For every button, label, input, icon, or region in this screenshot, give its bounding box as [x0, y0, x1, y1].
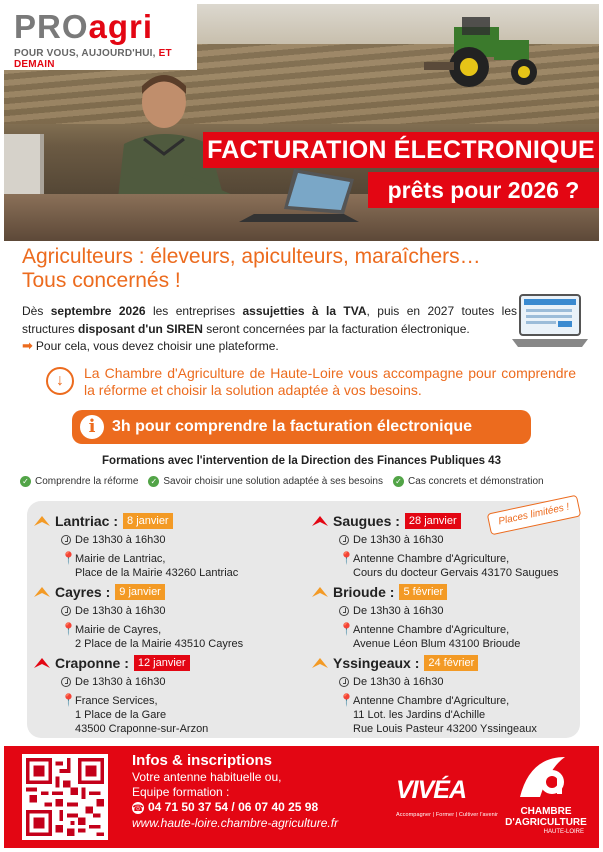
- flag-icon: [312, 587, 328, 597]
- formations-heading: Formations avec l'intervention de la Direction des Finances Publiques 43: [102, 455, 501, 467]
- session-address-line: Place de la Mairie 43260 Lantriac: [75, 567, 239, 579]
- session-city: Craponne :: [55, 655, 129, 671]
- pin-icon: 📍: [61, 622, 76, 636]
- infos-title: Infos & inscriptions: [132, 752, 273, 769]
- proagri-logo: [4, 4, 197, 70]
- check-label: Comprendre la réforme: [35, 476, 139, 487]
- session-date: 24 février: [424, 655, 478, 671]
- intro-platform-line: [22, 338, 279, 354]
- session-city: Brioude :: [333, 584, 395, 600]
- pin-icon: 📍: [61, 551, 76, 565]
- session-address-line: Avenue Léon Blum 43100 Brioude: [353, 638, 521, 650]
- flag-icon: [312, 516, 328, 526]
- intro-bold: disposant d'un SIREN: [78, 322, 203, 336]
- clock-icon: [339, 535, 349, 545]
- check-icon: ✓: [148, 476, 159, 487]
- session-time: De 13h30 à 16h30: [353, 534, 444, 546]
- check-label: Savoir choisir une solution adaptée à ses besoins: [163, 476, 383, 487]
- clock-icon: [61, 606, 71, 616]
- laptop-illustration: [234, 164, 364, 224]
- duration-label: 3h pour comprendre la facturation électronique: [112, 418, 473, 435]
- session-time: De 13h30 à 16h30: [353, 605, 444, 617]
- session-address-line: Mairie de Lantriac,: [75, 553, 166, 565]
- flag-icon: [34, 658, 50, 668]
- vivea-tagline: Accompagner | Former | Cultiver l'avenir: [396, 812, 499, 818]
- session-brioude: [312, 583, 520, 651]
- chambre-agriculture-logo-icon: [510, 752, 580, 802]
- session-address-line: Rue Louis Pasteur 43200 Yssingeaux: [353, 723, 537, 735]
- pin-icon: 📍: [339, 551, 354, 565]
- logo-pro: PRO: [14, 8, 89, 45]
- logo-tagline-red: ET DEMAIN: [14, 48, 172, 70]
- infos-line1: Votre antenne habituelle ou,: [132, 770, 282, 784]
- session-yssingeaux: [312, 654, 537, 736]
- info-icon: i: [80, 415, 104, 439]
- arrow-right-icon: ➡: [22, 338, 33, 353]
- session-date: 5 février: [399, 584, 447, 600]
- intro-text: Dès: [22, 304, 51, 318]
- session-address-line: 43500 Craponne-sur-Arzon: [75, 723, 209, 735]
- intro-bold: septembre 2026: [50, 304, 146, 318]
- platform-icon: [512, 291, 588, 351]
- session-time: De 13h30 à 16h30: [75, 534, 166, 546]
- tractor-illustration: [424, 12, 554, 92]
- session-time: De 13h30 à 16h30: [353, 676, 444, 688]
- clock-icon: [61, 535, 71, 545]
- session-address-line: France Services,: [75, 695, 158, 707]
- session-address-line: Mairie de Cayres,: [75, 624, 162, 636]
- flag-icon: [34, 516, 50, 526]
- check-item: [393, 476, 544, 487]
- infos-line2: Equipe formation :: [132, 785, 230, 799]
- intro-text: , puis en 2027 toutes les structures: [22, 304, 517, 336]
- check-item: [20, 476, 138, 487]
- intro-text: seront concernées par la facturation électronique.: [202, 322, 470, 336]
- places-limitees-badge: Places limitées !: [487, 495, 582, 536]
- intro-platform-text: Pour cela, vous devez choisir une plateforme.: [35, 339, 279, 353]
- session-date: 8 janvier: [123, 513, 173, 529]
- infos-inscriptions: [132, 752, 382, 831]
- session-city: Lantriac :: [55, 513, 119, 529]
- chambre-agriculture-sub: HAUTE-LOIRE: [543, 829, 584, 835]
- headline: [22, 245, 542, 293]
- headline-line2: Tous concernés !: [22, 269, 181, 292]
- intro-paragraph: [22, 302, 517, 338]
- infos-phone[interactable]: [132, 800, 382, 815]
- session-saugues: [312, 512, 558, 580]
- session-address-line: Antenne Chambre d'Agriculture,: [353, 553, 510, 565]
- logo-agri: agri: [88, 8, 154, 45]
- session-city: Cayres :: [55, 584, 111, 600]
- chambre-agriculture-logo: [502, 806, 590, 828]
- session-date: 12 janvier: [134, 655, 190, 671]
- session-cayres: [34, 583, 243, 651]
- session-time: De 13h30 à 16h30: [75, 676, 166, 688]
- session-address-line: 11 Lot. les Jardins d'Achille: [353, 709, 486, 721]
- title-banner: FACTURATION ÉLECTRONIQUE: [203, 132, 599, 168]
- intro-bold: assujetties à la TVA: [242, 304, 367, 318]
- session-date: 9 janvier: [115, 584, 165, 600]
- session-address-line: 1 Place de la Gare: [75, 709, 167, 721]
- check-icon: ✓: [393, 476, 404, 487]
- arrow-down-circle-icon: ↓: [46, 367, 74, 395]
- headline-line1: Agriculteurs : éleveurs, apiculteurs, maraîchers…: [22, 245, 481, 268]
- chambre-line2: D'AGRICULTURE: [505, 817, 587, 828]
- phone-icon: ☎: [132, 802, 144, 813]
- intro-text: les entreprises: [145, 304, 243, 318]
- vivea-logo: VIVÉA: [396, 776, 467, 804]
- checklist: [20, 476, 595, 487]
- accompagnement-text: La Chambre d'Agriculture de Haute-Loire vous accompagne pour comprendre la réforme et choisir la solution adaptée à vos besoins.: [84, 365, 576, 398]
- pin-icon: 📍: [339, 693, 354, 707]
- pin-icon: 📍: [61, 693, 76, 707]
- session-lantriac: [34, 512, 238, 580]
- flag-icon: [34, 587, 50, 597]
- session-address-line: Cours du docteur Gervais 43170 Saugues: [353, 567, 559, 579]
- session-address-line: 2 Place de la Mairie 43510 Cayres: [75, 638, 244, 650]
- subtitle-banner: prêts pour 2026 ?: [368, 172, 599, 208]
- logo-tagline: POUR VOUS, AUJOURD'HUI,: [14, 48, 156, 59]
- duration-pill: [72, 410, 531, 444]
- clock-icon: [339, 606, 349, 616]
- session-time: De 13h30 à 16h30: [75, 605, 166, 617]
- clock-icon: [339, 677, 349, 687]
- session-city: Saugues :: [333, 513, 400, 529]
- check-icon: ✓: [20, 476, 31, 487]
- chambre-line1: CHAMBRE: [520, 806, 572, 817]
- accompagnement: [46, 365, 576, 399]
- check-label: Cas concrets et démonstration: [407, 476, 544, 487]
- check-item: [148, 476, 383, 487]
- clock-icon: [61, 677, 71, 687]
- flag-icon: [312, 658, 328, 668]
- qr-code[interactable]: [22, 754, 108, 840]
- website-link[interactable]: www.haute-loire.chambre-agriculture.fr: [132, 816, 339, 830]
- session-address-line: Antenne Chambre d'Agriculture,: [353, 695, 510, 707]
- phone-numbers[interactable]: 04 71 50 37 54 / 06 07 40 25 98: [148, 800, 319, 814]
- session-craponne: [34, 654, 208, 736]
- pin-icon: 📍: [339, 622, 354, 636]
- session-address-line: Antenne Chambre d'Agriculture,: [353, 624, 510, 636]
- session-date: 28 janvier: [405, 513, 461, 529]
- session-city: Yssingeaux :: [333, 655, 420, 671]
